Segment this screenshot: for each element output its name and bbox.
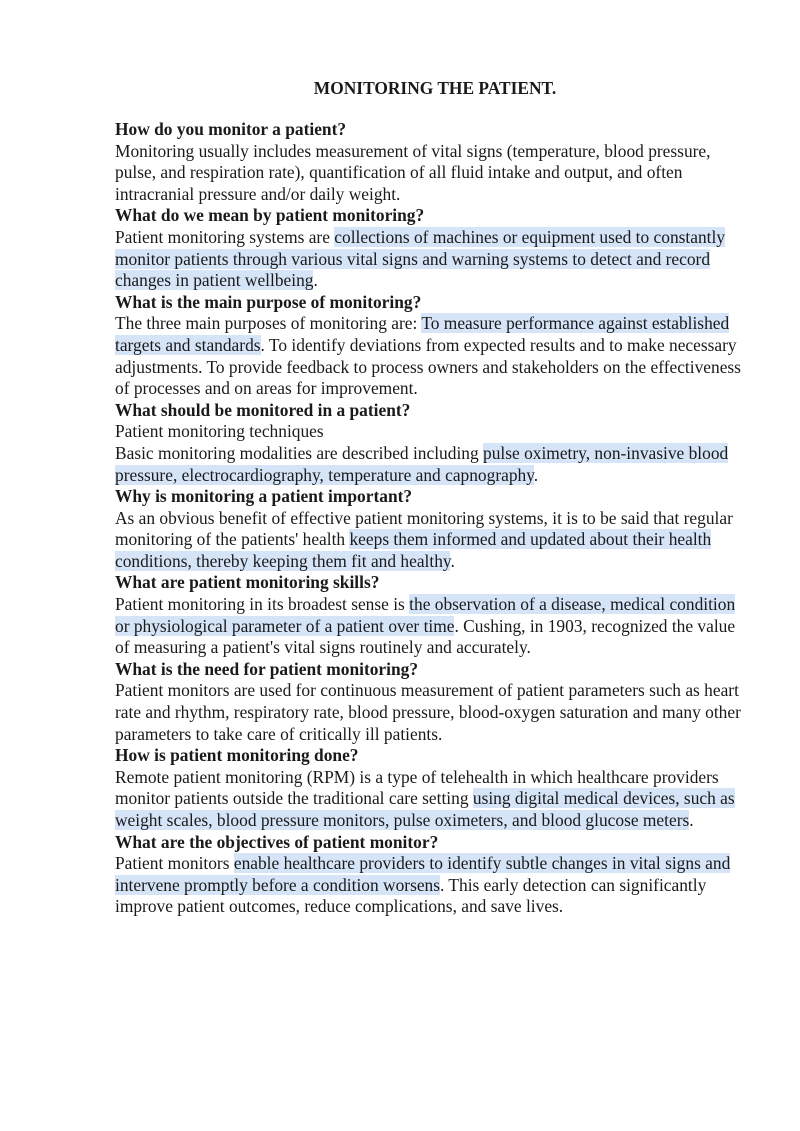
- answer-text: As an obvious benefit of effective patient monitoring systems, it is to be said that regular monitoring of the patients' health: [115, 507, 733, 550]
- answer-text: .: [313, 270, 318, 291]
- answer-text: Remote patient monitoring (RPM) is a type of telehealth in which healthcare providers monitor patients outside the traditional care setting: [115, 766, 719, 809]
- qa-section: [115, 832, 745, 918]
- document-page: [115, 0, 745, 918]
- section-question: What are the objectives of patient monitor?: [115, 831, 439, 852]
- section-answer: [115, 508, 745, 573]
- section-question: How do you monitor a patient?: [115, 119, 347, 139]
- answer-text: Patient monitors: [115, 853, 234, 874]
- section-answer: [115, 680, 745, 745]
- section-question: What is the main purpose of monitoring?: [115, 291, 422, 312]
- answer-text: Patient monitoring in its broadest sense is: [115, 594, 410, 615]
- section-answer: [115, 594, 745, 659]
- section-question: Why is monitoring a patient important?: [115, 486, 413, 507]
- answer-text: . To identify deviations from expected results and to make necessary adjustments. To provide feedback to process owners and stakeholders on the effectiveness of processes and on areas for improvement.: [115, 334, 741, 399]
- section-answer: [115, 767, 745, 832]
- highlighted-text: collections of machines or equipment used to constantly monitor patients through various vital signs and warning systems to detect and record changes in patient wellbeing: [115, 226, 726, 291]
- qa-section: [115, 659, 745, 745]
- section-question: What are patient monitoring skills?: [115, 572, 380, 593]
- answer-text: Patient monitors are used for continuous measurement of patient parameters such as heart rate and rhythm, respiratory rate, blood pressure, blood-oxygen saturation and many other parameters to take care of critically ill patients.: [115, 680, 741, 744]
- section-answer: [115, 227, 745, 292]
- highlighted-text: using digital medical devices, such as weight scales, blood pressure monitors, pulse oximeters, and blood glucose meters: [115, 788, 735, 830]
- document-body: [115, 119, 745, 918]
- highlighted-text: enable healthcare providers to identify subtle changes in vital signs and intervene promptly before a condition worsens: [115, 853, 731, 895]
- section-answer: [115, 421, 745, 443]
- section-answer: [115, 313, 745, 399]
- answer-text: .: [689, 810, 694, 830]
- answer-text: . Cushing, in 1903, recognized the value of measuring a patient's vital signs routinely and accurately.: [115, 615, 736, 658]
- document-title: MONITORING THE PATIENT.: [313, 78, 557, 98]
- qa-section: [115, 400, 745, 486]
- answer-text: Patient monitoring systems are: [115, 226, 335, 247]
- answer-text: Basic monitoring modalities are described including: [115, 442, 484, 463]
- highlighted-text: keeps them informed and updated about their health conditions, thereby keeping them fit and healthy: [115, 529, 712, 571]
- highlighted-text: To measure performance against established targets and standards: [115, 313, 730, 355]
- qa-section: [115, 486, 745, 572]
- answer-text: The three main purposes of monitoring are:: [115, 313, 422, 334]
- qa-section: [115, 745, 745, 831]
- answer-text: Patient monitoring techniques: [115, 421, 324, 442]
- highlighted-text: pulse oximetry, non-invasive blood pressure, electrocardiography, temperature and capnography: [115, 442, 729, 485]
- qa-section: [115, 572, 745, 658]
- section-answer: [115, 853, 745, 918]
- section-question: What should be monitored in a patient?: [115, 399, 411, 420]
- section-question: What do we mean by patient monitoring?: [115, 205, 425, 226]
- section-question: How is patient monitoring done?: [115, 745, 359, 766]
- answer-text: Monitoring usually includes measurement of vital signs (temperature, blood pressure, pulse, and respiration rate), quantification of all fluid intake and output, and often intracranial pressure and/or daily weight.: [115, 140, 711, 204]
- qa-section: [115, 119, 745, 205]
- answer-text: .: [450, 550, 455, 571]
- section-answer: [115, 141, 745, 206]
- answer-text: . This early detection can significantly improve patient outcomes, reduce complications, and save lives.: [115, 874, 707, 917]
- highlighted-text: the observation of a disease, medical condition or physiological parameter of a patient over time: [115, 594, 736, 636]
- qa-section: [115, 292, 745, 400]
- qa-section: [115, 205, 745, 291]
- section-answer: [115, 443, 745, 486]
- section-question: What is the need for patient monitoring?: [115, 658, 419, 679]
- answer-text: .: [533, 464, 539, 485]
